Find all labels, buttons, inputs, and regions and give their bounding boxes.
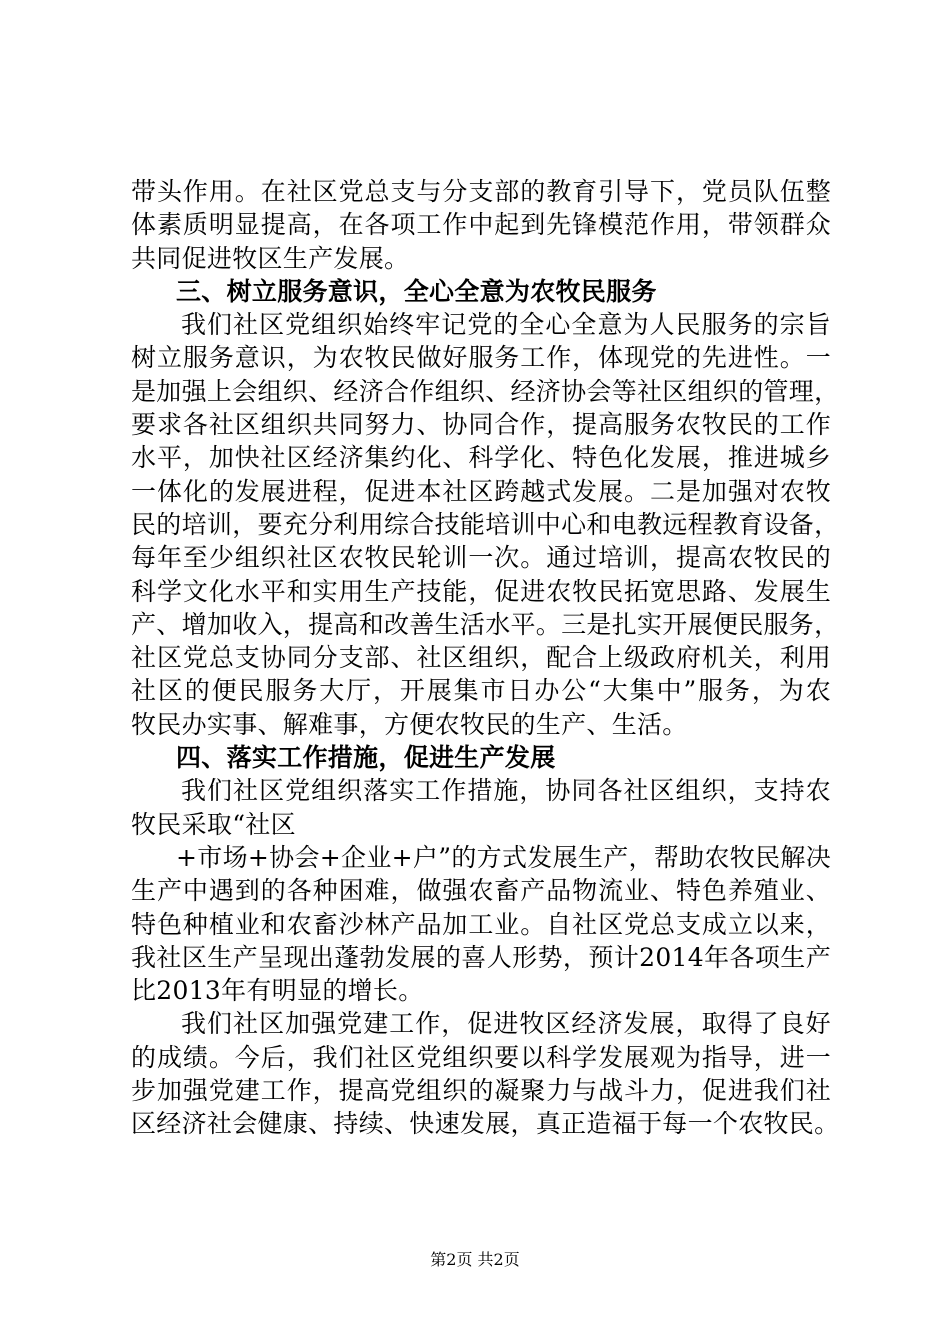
body-text-line: 水平，加快社区经济集约化、科学化、特色化发展，推进城乡 [131, 443, 831, 473]
body-text-line: 产、增加收入，提高和改善生活水平。三是扎实开展便民服务， [131, 609, 840, 639]
body-text-line: 我社区生产呈现出蓬勃发展的喜人形势，预计2014年各项生产 [131, 942, 831, 972]
body-text-line: 我们社区加强党建工作，促进牧区经济发展，取得了良好 [181, 1009, 831, 1039]
body-text-line: +市场+协会+企业+户”的方式发展生产，帮助农牧民解决 [176, 842, 831, 872]
section-heading: 四、落实工作措施，促进生产发展 [176, 743, 556, 773]
body-text-line: 每年至少组织社区农牧民轮训一次。通过培训，提高农牧民的 [131, 543, 831, 573]
body-text-line: 体素质明显提高，在各项工作中起到先锋模范作用，带领群众 [131, 210, 831, 240]
body-text-line: 科学文化水平和实用生产技能，促进农牧民拓宽思路、发展生 [131, 576, 831, 606]
body-text-line: 牧民办实事、解难事，方便农牧民的生产、生活。 [131, 709, 688, 739]
body-text-line: 区经济社会健康、持续、快速发展，真正造福于每一个农牧民。 [131, 1109, 840, 1139]
body-text-line: 我们社区党组织始终牢记党的全心全意为人民服务的宗旨 [181, 310, 831, 340]
body-text-line: 牧民采取“社区 [131, 809, 296, 839]
body-text-line: 是加强上会组织、经济合作组织、经济协会等社区组织的管理， [131, 376, 840, 406]
body-text-line: 一体化的发展进程，促进本社区跨越式发展。二是加强对农牧 [131, 476, 831, 506]
page-footer: 第2页 共2页 [430, 1250, 520, 1269]
section-heading: 三、树立服务意识，全心全意为农牧民服务 [176, 276, 657, 306]
body-text-line: 特色种植业和农畜沙林产品加工业。自社区党总支成立以来， [131, 909, 831, 939]
body-text-line: 比2013年有明显的增长。 [131, 976, 424, 1006]
body-text-line: 要求各社区组织共同努力、协同合作，提高服务农牧民的工作 [131, 410, 831, 440]
body-text-line: 共同促进牧区生产发展。 [131, 243, 410, 273]
body-text-line: 步加强党建工作，提高党组织的凝聚力与战斗力，促进我们社 [131, 1076, 831, 1106]
body-text-line: 社区的便民服务大厅，开展集市日办公“大集中”服务，为农 [131, 676, 831, 706]
body-text-line: 社区党总支协同分支部、社区组织，配合上级政府机关，利用 [131, 643, 831, 673]
body-text-line: 树立服务意识，为农牧民做好服务工作，体现党的先进性。一 [131, 343, 831, 373]
body-text-line: 我们社区党组织落实工作措施，协同各社区组织，支持农 [181, 776, 831, 806]
document-body [131, 175, 840, 1141]
body-text-line: 带头作用。在社区党总支与分支部的教育引导下，党员队伍整 [131, 177, 831, 206]
body-text-line: 的成绩。今后，我们社区党组织要以科学发展观为指导，进一 [131, 1042, 831, 1072]
body-text-line: 民的培训，要充分利用综合技能培训中心和电教远程教育设备， [131, 509, 840, 539]
body-text-line: 生产中遇到的各种困难，做强农畜产品物流业、特色养殖业、 [131, 876, 831, 906]
